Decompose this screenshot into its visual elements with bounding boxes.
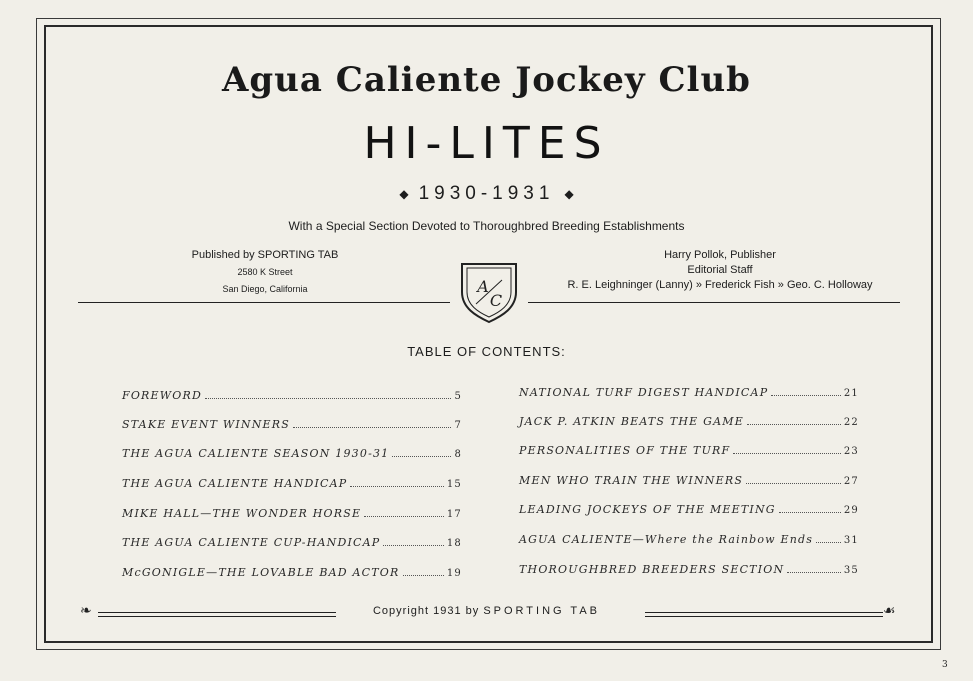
toc-item: McGONIGLE—THE LOVABLE BAD ACTOR 19 <box>122 566 462 579</box>
divider-left <box>78 302 450 303</box>
toc-item: THOROUGHBRED BREEDERS SECTION 35 <box>519 563 859 576</box>
subtitle: With a Special Section Devoted to Thoroughbred Breeding Establishments <box>288 219 685 233</box>
page-number: 3 <box>942 660 948 670</box>
diamond-ornament-icon: ◆ <box>399 186 409 201</box>
toc-heading: TABLE OF CONTENTS: <box>407 344 566 359</box>
toc-item: LEADING JOCKEYS OF THE MEETING 29 <box>519 503 859 516</box>
toc-item: AGUA CALIENTE—Where the Rainbow Ends 31 <box>519 533 859 546</box>
editorial-staff-heading: Editorial Staff <box>687 264 753 276</box>
copyright-brand: SPORTING TAB <box>483 605 601 617</box>
publisher-name: Published by SPORTING TAB <box>191 249 339 261</box>
toc-item: MEN WHO TRAIN THE WINNERS 27 <box>519 474 859 487</box>
toc-item: STAKE EVENT WINNERS 7 <box>122 418 462 431</box>
years: 1930-1931 <box>418 183 555 204</box>
publisher-info <box>150 247 380 298</box>
copyright-line <box>0 605 973 617</box>
editorial-info <box>540 248 900 293</box>
scroll-ornament-icon: ❧ <box>80 603 92 619</box>
divider-right <box>528 302 900 303</box>
ac-shield-emblem-icon <box>458 258 520 324</box>
toc-item: MIKE HALL—THE WONDER HORSE 17 <box>122 507 462 520</box>
toc-item: THE AGUA CALIENTE SEASON 1930-31 8 <box>122 447 462 460</box>
toc-item: NATIONAL TURF DIGEST HANDICAP 21 <box>519 386 859 399</box>
publisher-credit: Harry Pollok, Publisher <box>664 249 776 261</box>
svg-text:C: C <box>489 291 503 310</box>
club-name: Agua Caliente Jockey Club <box>222 60 751 100</box>
years-line <box>0 183 973 205</box>
editorial-staff-names: R. E. Leighninger (Lanny) » Frederick Fish » Geo. C. Holloway <box>567 279 873 291</box>
publisher-city: San Diego, California <box>222 284 308 294</box>
diamond-ornament-icon: ◆ <box>564 186 574 201</box>
toc-item: JACK P. ATKIN BEATS THE GAME 22 <box>519 415 859 428</box>
scroll-ornament-icon: ☙ <box>883 603 896 619</box>
toc-item: FOREWORD 5 <box>122 389 462 402</box>
copyright-text: Copyright 1931 by <box>372 605 480 617</box>
toc-item: THE AGUA CALIENTE HANDICAP 15 <box>122 477 462 490</box>
toc-item: THE AGUA CALIENTE CUP-HANDICAP 18 <box>122 536 462 549</box>
toc-item: PERSONALITIES OF THE TURF 23 <box>519 444 859 457</box>
page-title: HI-LITES <box>363 118 610 169</box>
publisher-street: 2580 K Street <box>237 267 293 277</box>
svg-text:A: A <box>477 277 489 296</box>
